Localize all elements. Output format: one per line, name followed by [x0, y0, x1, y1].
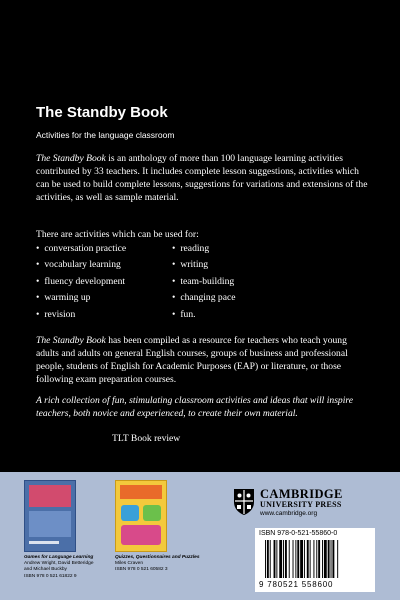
isbn-label: ISBN 978-0-521-55860-0 — [259, 530, 338, 537]
list-item: • team-building — [172, 274, 236, 290]
related-book-caption — [24, 555, 114, 580]
audience-paragraph — [36, 334, 372, 386]
intro-paragraph — [36, 152, 372, 204]
related-book-title: Quizzes, Questionnaires and Puzzles — [115, 555, 200, 560]
list-item: • vocabulary learning — [36, 257, 126, 273]
barcode-number: 9 780521 558600 — [259, 580, 334, 589]
list-item: • revision — [36, 307, 126, 323]
publisher-name: CAMBRIDGE — [260, 487, 343, 501]
list-item: • reading — [172, 241, 236, 257]
related-book-authors: Andrew Wright, David Betteridge — [24, 561, 94, 567]
barcode-icon — [259, 540, 371, 582]
related-book-authors: Miles Craven — [115, 561, 143, 567]
activities-list-left — [36, 241, 126, 323]
intro-text: is an anthology of more than 100 language learning activities contributed by 33 teachers. It includes complete lesson suggestions, activities which can be used to build complete lessons, suggestions for variations and extensions of the activities, as well as sample material. — [36, 153, 368, 203]
list-item: • fluency development — [36, 274, 126, 290]
barcode-panel — [255, 528, 375, 592]
activities-list-right — [172, 241, 236, 323]
activities-list-intro: There are activities which can be used for: — [36, 229, 199, 240]
list-item: • fun. — [172, 307, 236, 323]
publisher-subname: UNIVERSITY PRESS — [260, 500, 342, 509]
crest-icon — [232, 488, 256, 516]
related-book-caption — [115, 555, 205, 574]
related-book-isbn: ISBN 978 0 521 60582 3 — [115, 567, 168, 573]
list-item: • writing — [172, 257, 236, 273]
book-subtitle: Activities for the language classroom — [36, 130, 175, 140]
audience-text: has been compiled as a resource for teachers who teach young adults and adults on general English courses, groups of business and professional people, students of English for Academic Purposes (EAP) or literature, or those following exam preparation courses. — [36, 335, 348, 385]
related-book-authors: and Michael Buckby — [24, 567, 67, 573]
related-book-title: Games for Language Learning — [24, 555, 94, 560]
list-item: • warming up — [36, 290, 126, 306]
related-book-cover-games — [24, 480, 76, 552]
publisher-website: www.cambridge.org — [260, 510, 318, 517]
list-item: • changing pace — [172, 290, 236, 306]
review-quote: A rich collection of fun, stimulating classroom activities and ideas that will inspire teachers, both novice and experienced, to create their own material. — [36, 395, 354, 419]
review-source: TLT Book review — [112, 433, 181, 444]
list-item: • conversation practice — [36, 241, 126, 257]
related-book-isbn: ISBN 978 0 521 61822 9 — [24, 573, 77, 579]
audience-book-title: The Standby Book — [36, 335, 106, 346]
intro-book-title: The Standby Book — [36, 153, 106, 164]
book-title: The Standby Book — [36, 104, 168, 121]
related-book-cover-quizzes — [115, 480, 167, 552]
